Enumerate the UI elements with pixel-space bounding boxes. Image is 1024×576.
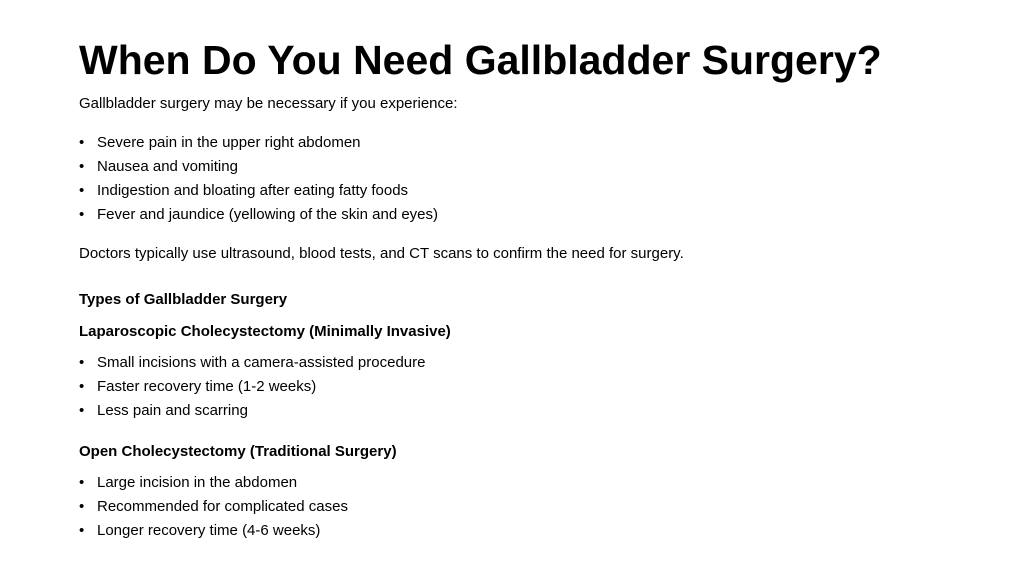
- bullet-icon: •: [79, 206, 85, 223]
- symptom-text: Indigestion and bloating after eating fatty foods: [97, 182, 409, 199]
- open-point: Recommended for complicated cases: [97, 498, 348, 515]
- bullet-icon: •: [79, 354, 85, 371]
- list-item: [79, 495, 348, 519]
- list-item: [79, 155, 438, 179]
- list-item: [79, 179, 438, 203]
- open-list: [79, 471, 348, 543]
- list-item: [79, 375, 425, 399]
- laparoscopic-heading: Laparoscopic Cholecystectomy (Minimally Invasive): [79, 323, 451, 340]
- open-point: Large incision in the abdomen: [97, 474, 298, 491]
- bullet-icon: •: [79, 498, 85, 515]
- list-item: [79, 131, 438, 155]
- intro-text: Gallbladder surgery may be necessary if you experience:: [79, 95, 458, 112]
- laparoscopic-point: Faster recovery time (1-2 weeks): [97, 378, 317, 395]
- list-item: [79, 203, 438, 227]
- open-point: Longer recovery time (4-6 weeks): [97, 522, 321, 539]
- laparoscopic-point: Less pain and scarring: [97, 402, 248, 419]
- open-heading: Open Cholecystectomy (Traditional Surgery): [79, 443, 397, 460]
- list-item: [79, 471, 348, 495]
- list-item: [79, 399, 425, 423]
- symptom-text: Nausea and vomiting: [97, 158, 238, 175]
- list-item: [79, 519, 348, 543]
- symptoms-list: [79, 131, 438, 227]
- list-item: [79, 351, 425, 375]
- diagnosis-text: Doctors typically use ultrasound, blood tests, and CT scans to confirm the need for surgery.: [79, 245, 684, 262]
- symptom-text: Fever and jaundice (yellowing of the skin and eyes): [97, 206, 439, 223]
- laparoscopic-point: Small incisions with a camera-assisted procedure: [97, 354, 426, 371]
- page-title: When Do You Need Gallbladder Surgery?: [79, 37, 882, 83]
- bullet-icon: •: [79, 474, 85, 491]
- bullet-icon: •: [79, 134, 85, 151]
- laparoscopic-list: [79, 351, 425, 423]
- slide: [79, 0, 979, 576]
- symptom-text: Severe pain in the upper right abdomen: [97, 134, 361, 151]
- types-heading: Types of Gallbladder Surgery: [79, 291, 288, 308]
- bullet-icon: •: [79, 182, 85, 199]
- bullet-icon: •: [79, 522, 85, 539]
- bullet-icon: •: [79, 378, 85, 395]
- bullet-icon: •: [79, 402, 85, 419]
- bullet-icon: •: [79, 158, 85, 175]
